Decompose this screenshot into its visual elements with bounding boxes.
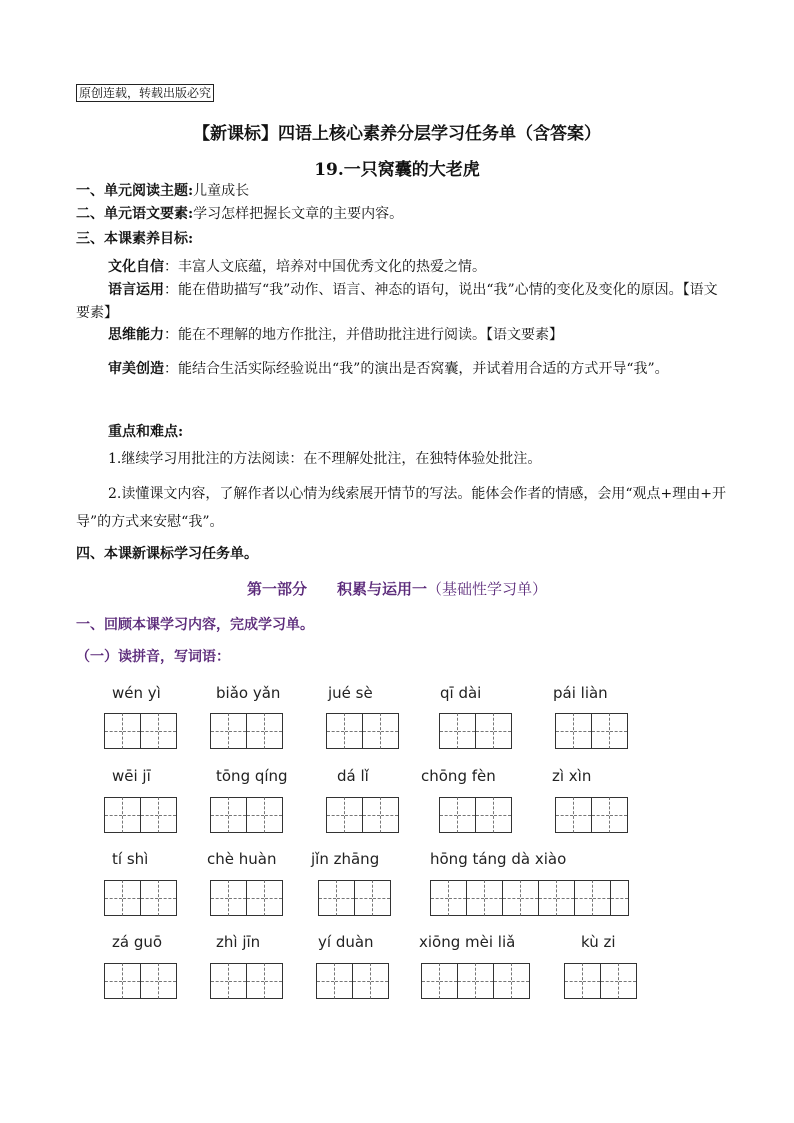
pinyin-label: dá lǐ: [337, 767, 369, 785]
writing-grid[interactable]: [104, 880, 177, 916]
writing-grid[interactable]: [326, 797, 399, 833]
goal-text: ：丰富人文底蕴，培养对中国优秀文化的热爱之情。: [164, 259, 486, 275]
part-title: 第一部分 积累与运用一: [246, 580, 427, 598]
task-subheading: （一）读拼音，写词语：: [76, 649, 230, 665]
writing-grid[interactable]: [421, 963, 530, 999]
writing-grid[interactable]: [555, 797, 628, 833]
pinyin-label: xiōng mèi liǎ: [419, 933, 516, 951]
writing-grid[interactable]: [316, 963, 389, 999]
writing-grid[interactable]: [210, 713, 283, 749]
writing-grid[interactable]: [104, 797, 177, 833]
pinyin-label: jué sè: [328, 684, 373, 702]
keypoints-label: 重点和难点:: [108, 424, 184, 440]
pinyin-label: zhì jīn: [216, 933, 261, 951]
writing-grid[interactable]: [318, 880, 391, 916]
writing-grid[interactable]: [555, 713, 628, 749]
pinyin-label: qī dài: [440, 684, 482, 702]
keypoint-item: 2.读懂课文内容，了解作者以心情为线索展开情节的写法。能体会作者的情感，会用“观点+理由+开导”的方式来安慰“我”。: [76, 486, 726, 530]
goal-label: 思维能力: [108, 327, 164, 343]
goal-label: 审美创造: [108, 361, 164, 377]
writing-grid[interactable]: [104, 713, 177, 749]
section-label: 一、单元阅读主题:: [76, 183, 194, 199]
goal-text: ：能结合生活实际经验说出“我”的演出是否窝囊，并试着用合适的方式开导“我”。: [164, 361, 669, 377]
part-tag: （基础性学习单）: [427, 580, 548, 598]
task-heading: 一、回顾本课学习内容，完成学习单。: [76, 617, 314, 633]
pinyin-label: wēi jī: [112, 767, 151, 785]
section-text: 儿童成长: [193, 183, 250, 199]
goal-item: [76, 256, 730, 279]
pinyin-label: zì xìn: [552, 767, 592, 785]
pinyin-label: chè huàn: [207, 850, 277, 868]
pinyin-label: kù zi: [581, 933, 616, 951]
keypoint-item: 1.继续学习用批注的方法阅读：在不理解处批注，在独特体验处批注。: [108, 451, 542, 467]
pinyin-label: jǐn zhāng: [311, 850, 380, 868]
writing-grid[interactable]: [430, 880, 629, 916]
goal-text: ：能在借助描写“我”动作、语言、神态的语句，说出“我”心情的变化及变化的原因。【语文要素】: [76, 282, 718, 321]
section-text: 学习怎样把握长文章的主要内容。: [193, 206, 404, 222]
writing-grid[interactable]: [326, 713, 399, 749]
section-goals-label: 三、本课素养目标:: [76, 231, 194, 247]
pinyin-label: tí shì: [112, 850, 149, 868]
section-language-elements: [76, 203, 726, 223]
writing-grid[interactable]: [210, 963, 283, 999]
writing-grid[interactable]: [104, 963, 177, 999]
writing-grid[interactable]: [564, 963, 637, 999]
pinyin-label: zá guō: [112, 933, 163, 951]
pinyin-label: yí duàn: [318, 933, 374, 951]
section-label: 二、单元语文要素:: [76, 206, 194, 222]
part-heading: [0, 578, 794, 599]
pinyin-label: wén yì: [112, 684, 161, 702]
pinyin-label: biǎo yǎn: [216, 684, 281, 702]
writing-grid[interactable]: [210, 880, 283, 916]
goal-label: 文化自信: [108, 259, 164, 275]
lesson-title: 19.一只窝囊的大老虎: [314, 160, 480, 180]
pinyin-label: chōng fèn: [421, 767, 496, 785]
goal-item: [76, 279, 730, 325]
writing-grid[interactable]: [439, 713, 512, 749]
section-reading-theme: [76, 180, 726, 200]
goal-item: [76, 324, 730, 347]
goal-item: [76, 354, 730, 384]
goal-text: ：能在不理解的地方作批注，并借助批注进行阅读。【语文要素】: [164, 327, 563, 343]
writing-grid[interactable]: [210, 797, 283, 833]
copyright-stamp: 原创连载，转载出版必究: [76, 84, 214, 102]
goal-label: 语言运用: [108, 282, 164, 298]
writing-grid[interactable]: [439, 797, 512, 833]
pinyin-label: hōng táng dà xiào: [430, 850, 567, 868]
pinyin-label: tōng qíng: [216, 767, 288, 785]
page-title: 【新课标】四语上核心素养分层学习任务单（含答案）: [193, 124, 601, 144]
pinyin-label: pái liàn: [553, 684, 608, 702]
section-task-list: 四、本课新课标学习任务单。: [76, 546, 258, 562]
